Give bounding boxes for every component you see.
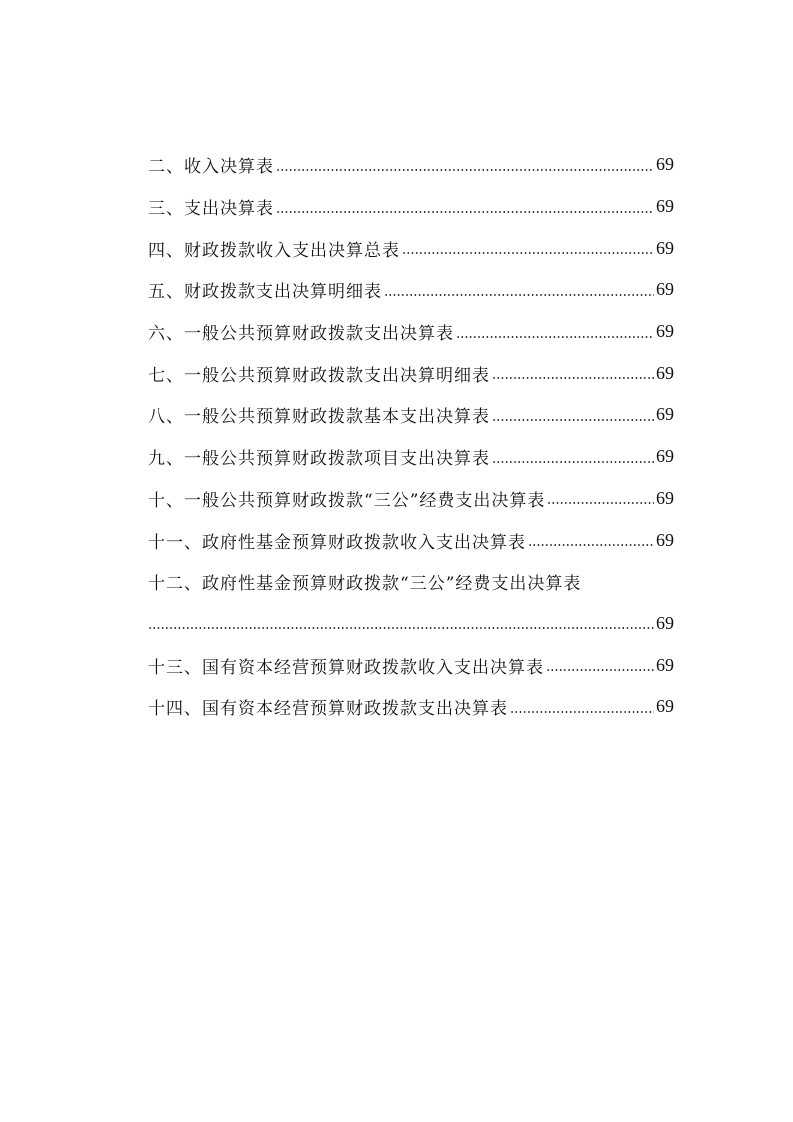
toc-entry-title: 十四、国有资本经营预算财政拨款支出决算表: [148, 699, 508, 720]
toc-dot-leader: [510, 711, 654, 713]
toc-page-number: 69: [656, 446, 674, 467]
toc-entry-title: 二、收入决算表: [148, 157, 274, 178]
toc-dot-leader: [547, 502, 654, 504]
toc-dot-leader: [492, 377, 654, 379]
toc-entry-title: 六、一般公共预算财政拨款支出决算表: [148, 324, 454, 345]
toc-entry-title: 四、财政拨款收入支出决算总表: [148, 240, 400, 261]
toc-entry: [148, 311, 674, 353]
toc-entry: [148, 227, 674, 269]
toc-page-number: 69: [656, 362, 674, 383]
toc-dot-leader: [148, 627, 654, 629]
toc-dot-leader: [546, 669, 654, 671]
toc-entry: [148, 269, 674, 311]
toc-entry-title: 九、一般公共预算财政拨款项目支出决算表: [148, 449, 490, 470]
toc-entry-title: 五、财政拨款支出决算明细表: [148, 282, 382, 303]
toc-entry-title: 七、一般公共预算财政拨款支出决算明细表: [148, 365, 490, 386]
toc-entry: [148, 686, 674, 728]
toc-entry: [148, 519, 674, 561]
toc-page-number: 69: [656, 529, 674, 550]
toc-dot-leader: [528, 544, 654, 546]
toc-entry-title: 三、支出决算表: [148, 199, 274, 220]
toc-entry: [148, 561, 674, 603]
toc-dot-leader: [384, 294, 654, 296]
toc-dot-leader: [276, 211, 654, 213]
toc-page-number: 69: [656, 321, 674, 342]
toc-page-number: 69: [656, 237, 674, 258]
toc-page-number: 69: [656, 404, 674, 425]
toc-page-number: 69: [656, 487, 674, 508]
toc-dot-leader: [492, 419, 654, 421]
toc-entry-title: 十、一般公共预算财政拨款“三公”经费支出决算表: [148, 490, 546, 511]
toc-page-number: 69: [656, 654, 674, 675]
toc-entry-title: 十三、国有资本经营预算财政拨款收入支出决算表: [148, 657, 544, 678]
toc-entry: [148, 644, 674, 686]
toc-entry-continuation: [148, 603, 674, 645]
toc-page-number: 69: [656, 196, 674, 217]
table-of-contents: [148, 144, 674, 728]
toc-entry: [148, 352, 674, 394]
toc-entry-title: 十一、政府性基金预算财政拨款收入支出决算表: [148, 532, 526, 553]
toc-page-number: 69: [656, 696, 674, 717]
toc-dot-leader: [456, 336, 654, 338]
toc-entry: [148, 436, 674, 478]
toc-entry: [148, 394, 674, 436]
toc-dot-leader: [402, 252, 654, 254]
toc-page-number: 69: [656, 154, 674, 175]
toc-dot-leader: [276, 169, 654, 171]
toc-page-number: 69: [656, 612, 674, 633]
toc-entry: [148, 186, 674, 228]
toc-entry: [148, 478, 674, 520]
toc-entry-title: 十二、政府性基金预算财政拨款“三公”经费支出决算表: [148, 574, 582, 595]
toc-dot-leader: [492, 461, 654, 463]
toc-page-number: 69: [656, 279, 674, 300]
toc-entry-title: 八、一般公共预算财政拨款基本支出决算表: [148, 407, 490, 428]
toc-entry: [148, 144, 674, 186]
